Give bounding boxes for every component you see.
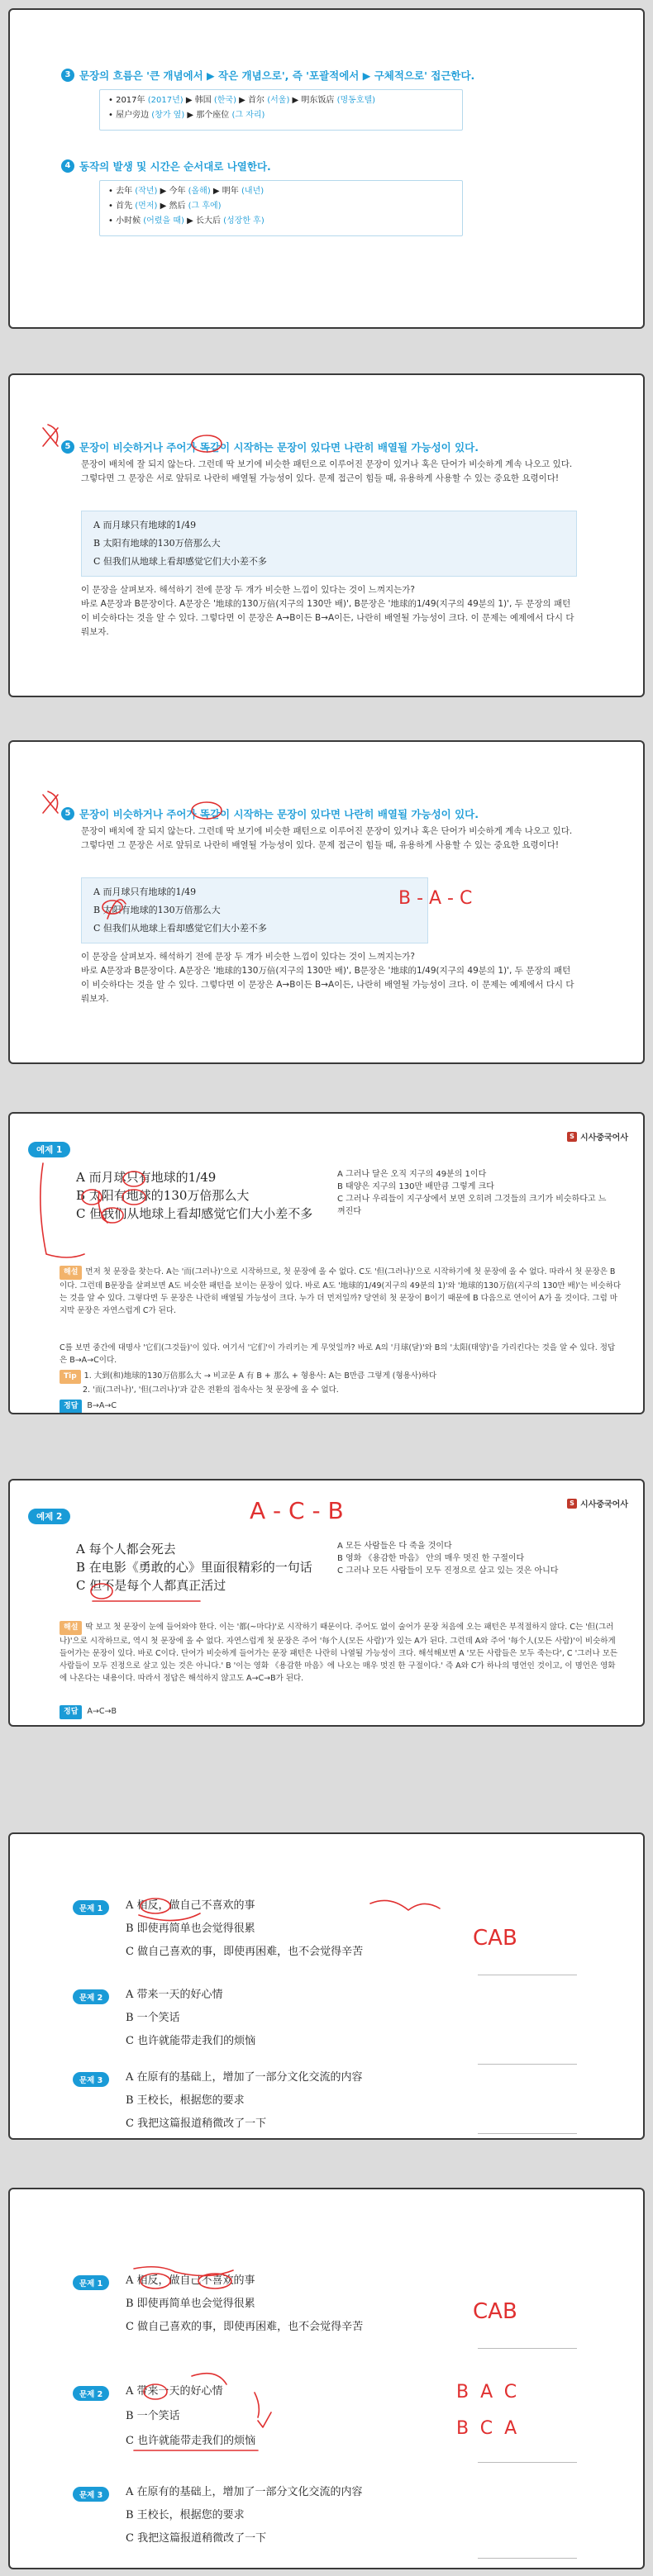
option-b: B 一个笑话 — [126, 2012, 180, 2024]
option-c: C 也许就能带走我们的烦恼 — [126, 2035, 256, 2047]
translation-c: C 그러나 모든 사람들이 모두 진정으로 살고 있는 것은 아니다 — [337, 1566, 559, 1576]
rule-4-example-box — [99, 180, 463, 236]
rule-title-text: 문장이 비슷하거나 주어가 똑같이 시작하는 문장이 있다면 나란히 배열될 가능성이 있다. — [79, 808, 479, 820]
example-label: 예제 1 — [28, 1142, 70, 1157]
option-a: A 在原有的基础上，增加了一部分文化交流的内容 — [126, 2486, 363, 2498]
sentence-b: B 在电影《勇敢的心》里面很精彩的一句话 — [76, 1560, 312, 1575]
example-tips: Tip 1. 大到(和)地球的130万倍那么大 → 비교문 A 有 B + 那么 + 형용사: A는 B만큼 그렇게 (형용사)하다 2. '而(그러나)', '但(그러나)'과 같은 전환의 접속사는 첫 문장에 올 수 없다. — [60, 1370, 622, 1396]
card-practice-1 — [8, 1832, 645, 2140]
question-label: 문제 3 — [73, 2487, 109, 2502]
ink-flag — [43, 791, 58, 813]
rule-3-example-box — [99, 89, 463, 131]
ink-order-text: A - C - B — [250, 1497, 344, 1524]
rule-title-text: 동작의 발생 및 시간은 순서대로 나열한다. — [79, 160, 271, 173]
ink-order-text: BAC — [456, 2382, 529, 2403]
rule-sentence-box — [81, 511, 577, 577]
tip-tag: Tip — [60, 1370, 81, 1384]
example-translations-ko — [337, 1168, 610, 1218]
sentence-c: C 但不是每个人都真正活过 — [76, 1578, 226, 1593]
option-b: B 王校长，根据您的要求 — [126, 2094, 245, 2107]
answer-tag: 정답 — [60, 1705, 82, 1719]
ink-annotations — [10, 1834, 645, 2140]
option-c: C 我把这篇报道稍微改了一下 — [126, 2117, 267, 2130]
rule-intro: 문장이 배치에 잘 되지 않는다. 그런데 딱 보기에 비슷한 패턴으로 이루어진 문장이 있거나 혹은 단어가 비슷하게 계속 나오고 있다. 그렇다면 그 문장은 서로 앞뒤로 나란히 배열될 가능성이 있다. 문제 접근이 힘들 때, 유용하게 사용할 수 있는 중요한 요령이다! — [81, 459, 573, 483]
rule-3-title — [61, 68, 474, 83]
publisher-brand: S 시사중국어사 — [567, 1130, 628, 1143]
rule-sentence-box — [81, 877, 428, 943]
option-a: A 在原有的基础上，增加了一部分文化交流的内容 — [126, 2071, 363, 2084]
explanation-tag: 해설 — [60, 1621, 82, 1635]
option-c: C 我把这篇报道稍微改了一下 — [126, 2532, 267, 2545]
card-example-1 — [8, 1112, 645, 1414]
option-a: A 相反，做自己不喜欢的事 — [126, 2274, 255, 2287]
example-row: • 首先 (먼저) ▶ 然后 (그 후에) — [108, 202, 222, 211]
translation-a: A 모든 사람들은 다 죽을 것이다 — [337, 1542, 452, 1551]
example-label: 예제 2 — [28, 1509, 70, 1524]
example-answer: 정답 B→A→C — [60, 1400, 117, 1414]
option-a: A 带来一天的好心情 — [126, 2385, 223, 2398]
rule-analysis: 이 문장을 살펴보자. 해석하기 전에 문장 두 개가 비슷한 느낌이 있다는 것이 느껴지는가? 바로 A문장과 B문장이다. A문장은 '地球的130万倍(지구의 130만 배)', B문장은 '地球的1/49(지구의 49분의 1)', 두 문장의 패턴이 비슷하다는 것을 알 수 있다. 그렇다면 이 문장은 A→B이든 B→A이든, 나란히 배열될 가능성이 크다. 이 문제는 예제에서 다시 다뤄보자. — [81, 585, 574, 637]
question-label: 문제 1 — [73, 2275, 109, 2290]
sentence-b: B 太阳有地球的130万倍那么大 — [76, 1188, 250, 1203]
ink-flag — [43, 425, 58, 446]
answer-line — [478, 2558, 577, 2559]
example-sentences-zh — [76, 1540, 324, 1595]
rule-5-title — [61, 440, 479, 454]
ink-order-text: CAB — [473, 1926, 517, 1951]
translation-a: A 그러나 달은 오직 지구의 49분의 1이다 — [337, 1170, 487, 1179]
sentence-c: C 但我们从地球上看却感觉它们大小差不多 — [93, 923, 267, 934]
translation-b: B 영화 《용감한 마음》 안의 매우 멋진 한 구절이다 — [337, 1554, 525, 1563]
ink-annotations — [10, 1480, 645, 1727]
example-explanation: 해설 먼저 첫 문장을 찾는다. A는 '而(그러나)'으로 시작하므로, 첫 문장에 올 수 없다. C도 '但(그러나)'으로 시작하기에 첫 문장에 올 수 없다. 따라서 첫 문장은 B이다. 그런데 B문장을 살펴보면 A도 비슷한 패턴을 보이는 문장이 있다. 바로 A도 '地球的1/49(지구의 49분의 1)'와 '地球的130万倍(지구의 130만 배)'는 비슷하다는 것을 알 수 있다. 그렇다면 두 문장은 나란히 배열될 가능성이 크다. 누가 더 먼저일까? 당연히 첫 문장이 B이기 때문에 B 다음으로 연이어 A가 올 것이다. 그럼 마지막 문장은 자연스럽게 C가 된다. — [60, 1267, 622, 1315]
ink-order-text: BCA — [456, 2418, 529, 2439]
question-label: 문제 2 — [73, 2386, 109, 2401]
rule-number: 3 — [61, 69, 74, 82]
example-translations-ko — [337, 1540, 610, 1577]
rule-number: 5 — [61, 440, 74, 454]
sentence-a: A 而月球只有地球的1/49 — [93, 886, 197, 897]
ink-annotations — [10, 2189, 645, 2569]
sentence-a: A 每个人都会死去 — [76, 1542, 176, 1557]
example-header — [28, 1142, 70, 1157]
sentence-a: A 而月球只有地球的1/49 — [76, 1170, 217, 1185]
question-label: 문제 2 — [73, 1989, 109, 2004]
ink-order-text: B - A - C — [398, 888, 473, 909]
card-sentence-rules — [8, 8, 645, 329]
example-answer: 정답 A→C→B — [60, 1705, 117, 1719]
option-b: B 即使再简单也会觉得很累 — [126, 2298, 255, 2310]
example-row: • 小时候 (어렸을 때) ▶ 长大后 (성장한 후) — [108, 216, 265, 226]
ink-order-text: CAB — [473, 2299, 517, 2324]
option-a: A 带来一天的好心情 — [126, 1989, 223, 2001]
example-explanation: 해설 딱 보고 첫 문장이 눈에 들어와야 한다. 이는 '都(~마다)'로 시작하기 때문이다. 주어도 없이 술어가 문장 처음에 오는 패턴은 부적절하지 않다. C는 '但(그러나)'으로 시작하므로, 역시 첫 문장에 올 수 없다. 자연스럽게 첫 문장은 주어 '每个人(모든 사람)'가 있는 A가 된다. 그런데 A와 주어 '每个人(모든 사람)'이 비슷하게 들어가는 문장이 있다. 바로 C이다. 단어가 비슷하게 들어가는 문장 패턴은 나란히 나열될 가능성이 크다. 해석해보면 A '모든 사람들은 모두 죽는다', C '그러나 모든 사람들이 모두 진정으로 살고 있는 것은 아니다.' B '이는 영화 《용감한 마음》에 나오는 매우 멋진 한 구절이다.' 즉 A와 C가 하나의 명언인 것이고, 이 명언은 영화에 나온다는 내용이다. 따라서 정답은 해석하지 않고도 A→C→B가 된다. — [60, 1623, 618, 1683]
rule-title-text: 문장의 흐름은 '큰 개념에서 ▶ 작은 개념으로', 즉 '포괄적에서 ▶ 구체적으로' 접근한다. — [79, 69, 475, 82]
example-row: • 去年 (작년) ▶ 今年 (올해) ▶ 明年 (내년) — [108, 187, 265, 196]
option-a: A 相反，做自己不喜欢的事 — [126, 1899, 255, 1912]
option-b: B 即使再简单也会觉得很累 — [126, 1922, 255, 1935]
example-sentences-zh — [76, 1168, 324, 1223]
card-parallel-rule — [8, 373, 645, 697]
answer-tag: 정답 — [60, 1400, 82, 1414]
rule-number: 5 — [61, 807, 74, 820]
answer-line — [478, 2462, 577, 2463]
option-c: C 做自己喜欢的事，即使再困难，也不会觉得辛苦 — [126, 1946, 364, 1958]
rule-analysis: 이 문장을 살펴보자. 해석하기 전에 문장 두 개가 비슷한 느낌이 있다는 것이 느껴지는가? 바로 A문장과 B문장이다. A문장은 '地球的130万倍(지구의 130만 배)', B문장은 '地球的1/49(지구의 49분의 1)', 두 문장의 패턴이 비슷하다는 것을 알 수 있다. 그렇다면 이 문장은 A→B이든 B→A이든, 나란히 배열될 가능성이 크다. 이 문제는 예제에서 다시 다뤄보자. — [81, 952, 574, 1004]
option-b: B 王校长，根据您的要求 — [126, 2509, 245, 2521]
example-header — [28, 1509, 70, 1524]
publisher-brand: S 시사중국어사 — [567, 1497, 628, 1509]
option-c: C 也许就能带走我们的烦恼 — [126, 2435, 256, 2447]
question-label: 문제 1 — [73, 1900, 109, 1915]
sentence-b: B 太阳有地球的130万倍那么大 — [93, 538, 221, 549]
rule-4-title — [61, 159, 271, 173]
answer-line — [478, 2064, 577, 2065]
card-example-2 — [8, 1479, 645, 1727]
rule-title-text: 문장이 비슷하거나 주어가 똑같이 시작하는 문장이 있다면 나란히 배열될 가능성이 있다. — [79, 441, 479, 454]
rule-number: 4 — [61, 159, 74, 173]
brand-logo-icon: S — [567, 1132, 577, 1142]
answer-line — [478, 2133, 577, 2134]
translation-b: B 태양은 지구의 130만 배만큼 그렇게 크다 — [337, 1182, 494, 1191]
option-c: C 做自己喜欢的事，即使再困难，也不会觉得辛苦 — [126, 2321, 364, 2333]
sentence-a: A 而月球只有地球的1/49 — [93, 520, 197, 530]
rule-5-title — [61, 806, 479, 821]
sentence-c: C 但我们从地球上看却感觉它们大小差不多 — [93, 556, 267, 567]
question-label: 문제 3 — [73, 2072, 109, 2087]
example-row: • 屋户旁边 (창가 옆) ▶ 那个座位 (그 자리) — [108, 111, 265, 120]
sentence-c: C 但我们从地球上看却感觉它们大小差不多 — [76, 1206, 313, 1221]
answer-line — [478, 2348, 577, 2349]
explanation-tag: 해설 — [60, 1266, 82, 1280]
sentence-b: B 太阳有地球的130万倍那么大 — [93, 905, 221, 915]
card-parallel-rule-annotated — [8, 740, 645, 1064]
rule-intro: 문장이 배치에 잘 되지 않는다. 그런데 딱 보기에 비슷한 패턴으로 이루어진 문장이 있거나 혹은 단어가 비슷하게 계속 나오고 있다. 그렇다면 그 문장은 서로 앞뒤로 나란히 배열될 가능성이 있다. 문제 접근이 힘들 때, 유용하게 사용할 수 있는 중요한 요령이다! — [81, 826, 573, 850]
example-explanation-2: C를 보면 중간에 대명사 '它们(그것들)'이 있다. 여기서 '它们'이 가리키는 게 무엇일까? 바로 A의 '月球(달)'와 B의 '太阳(태양)'을 가리킨다는 것을 알 수 있다. 정답은 B→A→C이다. — [60, 1343, 616, 1365]
translation-c: C 그러나 우리들이 지구상에서 보면 오히려 그것들의 크기가 비슷하다고 느껴진다 — [337, 1195, 607, 1216]
card-practice-2 — [8, 2188, 645, 2569]
example-row: • 2017年 (2017년) ▶ 韩国 (한국) ▶ 首尔 (서울) ▶ 明东饭店 (명동호텔) — [108, 96, 376, 105]
brand-logo-icon: S — [567, 1499, 577, 1509]
ink-check — [258, 2412, 271, 2427]
option-b: B 一个笑话 — [126, 2410, 180, 2422]
